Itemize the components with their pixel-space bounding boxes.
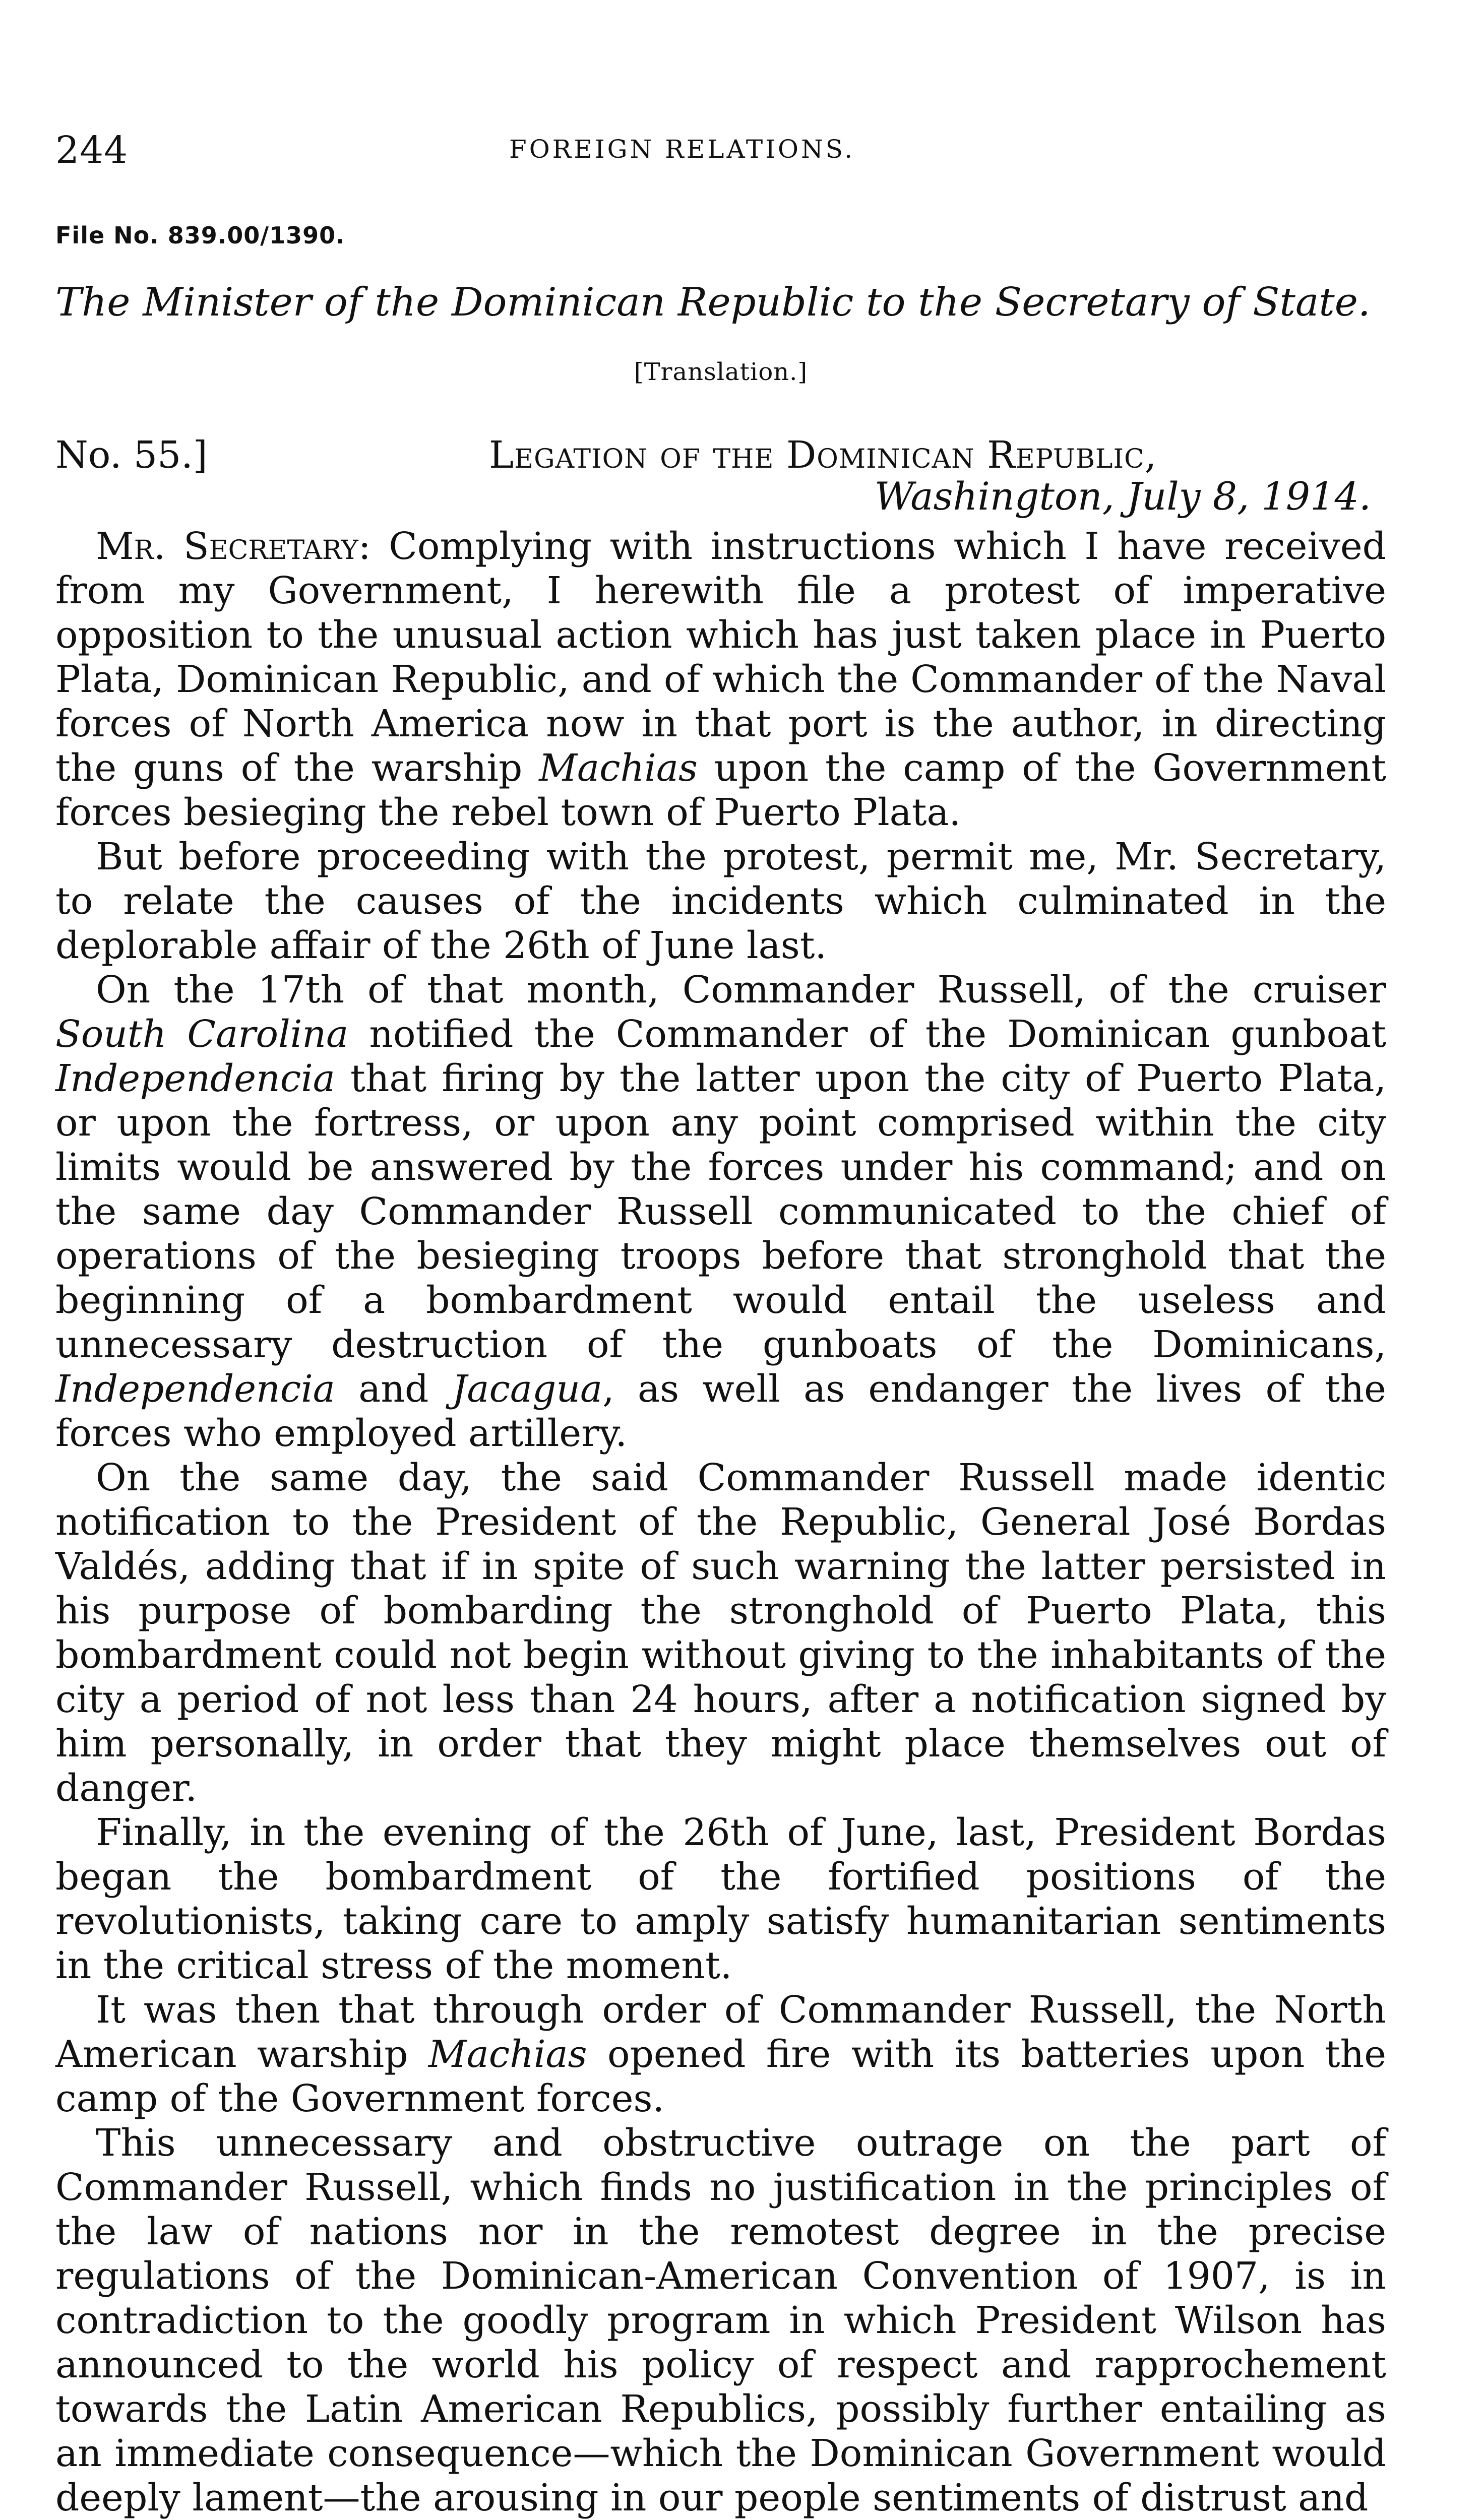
ship-name: Machias (428, 2033, 587, 2076)
letter-body (55, 524, 1386, 2520)
file-number: File No. 839.00/1390. (55, 222, 345, 249)
paragraph-2 (55, 835, 1386, 968)
salutation: Mr. Secretary: (96, 525, 371, 568)
document-number: No. 55.] (55, 433, 208, 477)
paragraph-6 (55, 1988, 1386, 2121)
page-number: 244 (55, 129, 129, 172)
document-title: The Minister of the Dominican Republic to the Secretary of State. (55, 280, 1371, 325)
running-title: FOREIGN RELATIONS. (509, 135, 855, 164)
translation-note: [Translation.] (634, 358, 808, 386)
paragraph-5 (55, 1810, 1386, 1988)
paragraph-text: On the 17th of that month, Commander Russell, of the cruiser (96, 968, 1386, 1012)
ship-name: Machias (539, 746, 698, 790)
dateline: Washington, July 8, 1914. (874, 474, 1371, 519)
paragraph-text: notified the Commander of the Dominican gunboat (348, 1013, 1387, 1056)
paragraph-text: It was then that through order of Commander Russell, the North American warship (55, 1988, 1386, 2076)
paragraph-text: and (335, 1367, 452, 1411)
paragraph-text: , as well as endanger the lives of the forces who employed artillery. (55, 1367, 1386, 1455)
paragraph-text: This unnecessary and obstructive outrage on the part of Commander Russell, which finds no justification in the principles of the law of nations nor in the remotest degree in the precise regulations of the Dominican-American Convention of 1907, is in contradiction to the goodly program in which President Wilson has announced to the world his policy of respect and rapprochement towards the Latin American Republics, possibly further entailing as an immediate consequence—which the Dominican Government would deeply lament—the arousing in our people sentiments of distrust and (55, 2121, 1386, 2519)
paragraph-text: opened fire with its batteries upon the camp of the Government forces. (55, 2033, 1386, 2120)
paragraph-1 (55, 524, 1386, 835)
running-header (55, 129, 1386, 174)
legation-heading: Legation of the Dominican Republic, (489, 433, 1157, 477)
ship-name: South Carolina (55, 1013, 349, 1056)
paragraph-4 (55, 1456, 1386, 1810)
ship-name: Independencia (55, 1057, 335, 1100)
paragraph-text: upon the camp of the Government forces besieging the rebel town of Puerto Plata. (55, 746, 1387, 834)
paragraph-3 (55, 968, 1386, 1456)
ship-name: Jacagua (452, 1367, 603, 1411)
paragraph-text: But before proceeding with the protest, permit me, Mr. Secretary, to relate the causes of the incidents which culminated in the deplorable affair of the 26th of June last. (55, 835, 1386, 967)
ship-name: Independencia (55, 1367, 335, 1411)
paragraph-text: On the same day, the said Commander Russell made identic notification to the President of the Republic, General José Bordas Valdés, adding that if in spite of such warning the latter persisted in his purpose of bombarding the stronghold of Puerto Plata, this bombardment could not begin without giving to the inhabitants of the city a period of not less than 24 hours, after a notification signed by him personally, in order that they might place themselves out of danger. (55, 1456, 1386, 1810)
paragraph-text: that firing by the latter upon the city of Puerto Plata, or upon the fortress, or upon any point comprised within the city limits would be answered by the forces under his command; and on the same day Commander Russell communicated to the chief of operations of the besieging troops before that stronghold that the beginning of a bombardment would entail the useless and unnecessary destruction of the gunboats of the Dominicans, (55, 1057, 1386, 1366)
paragraph-7 (55, 2121, 1386, 2520)
paragraph-text: Finally, in the evening of the 26th of June, last, President Bordas began the bombardment of the fortified positions of the revolutionists, taking care to amply satisfy humanitarian sentiments in the critical stress of the moment. (55, 1811, 1386, 1987)
paragraph-text: Complying with instructions which I have received from my Government, I herewith file a protest of imperative opposition to the unusual action which has just taken place in Puerto Plata, Dominican Republic, and of which the Commander of the Naval forces of North America now in that port is the author, in directing the guns of the warship (55, 525, 1386, 790)
